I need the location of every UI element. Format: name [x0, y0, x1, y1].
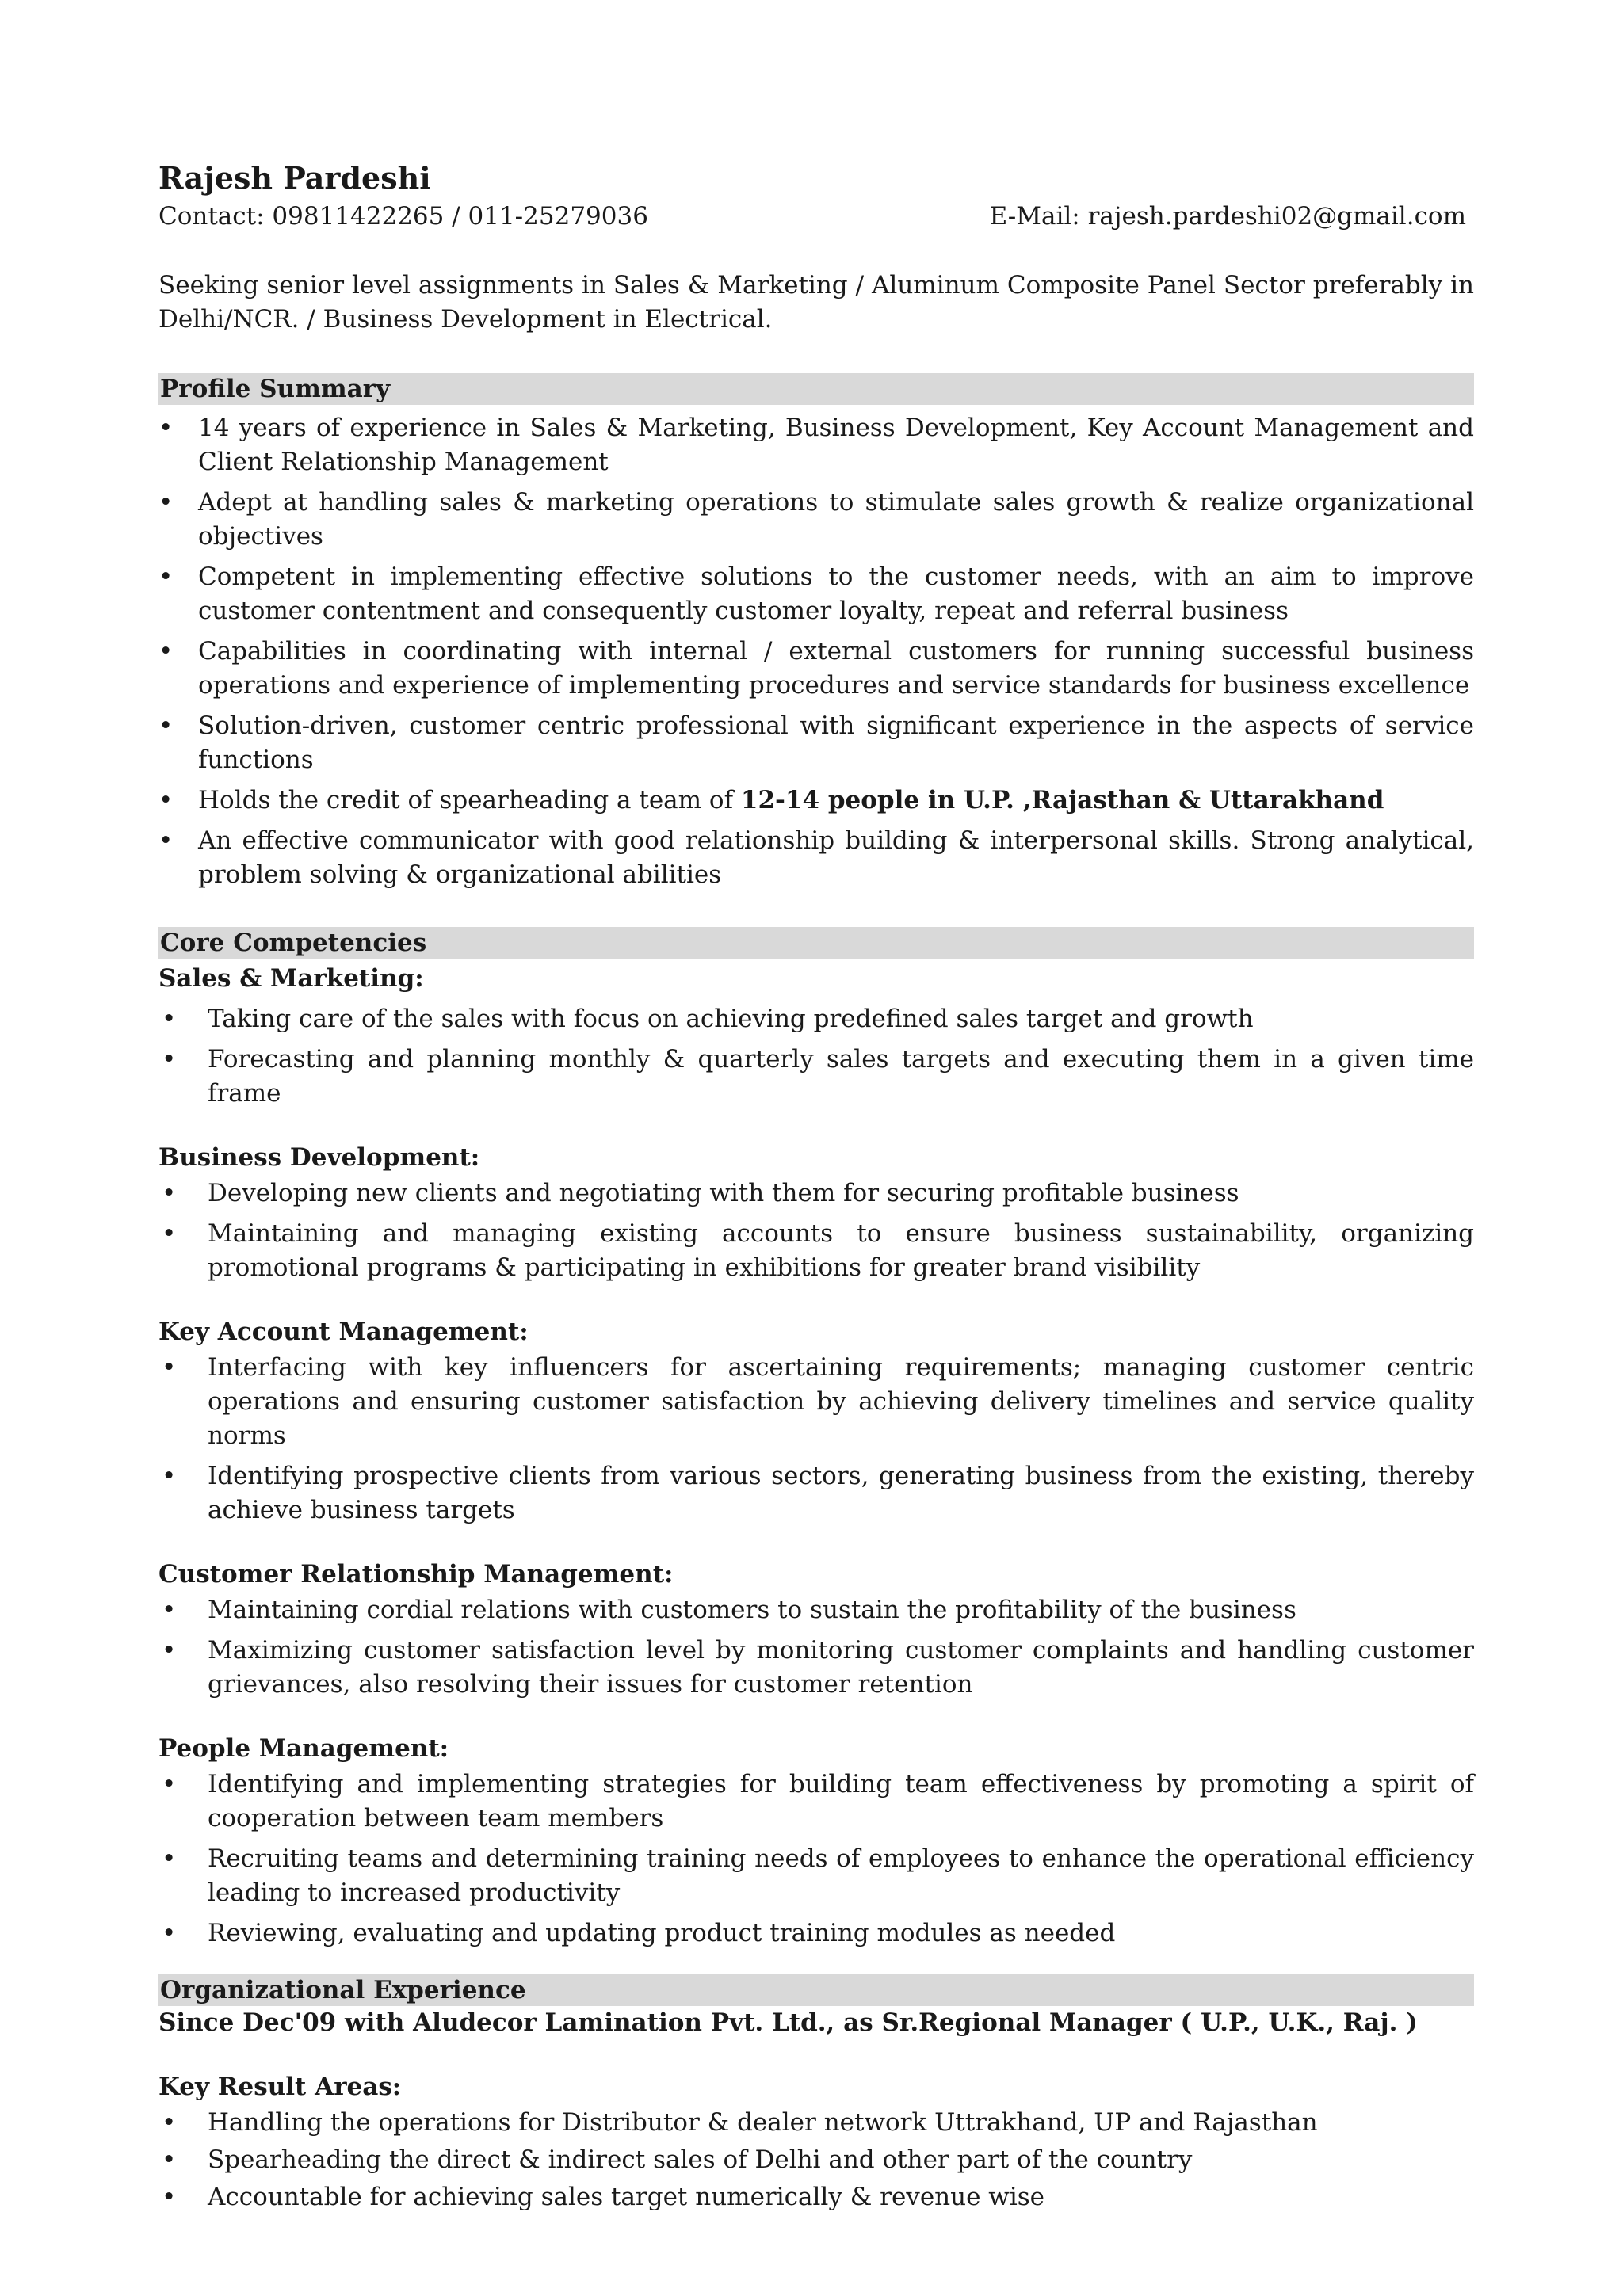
list-item: • Competent in implementing effective solutions to the customer needs, with an aim to improve customer contentment and consequently customer loyalty, repeat and referral business — [158, 560, 1474, 628]
subsection-customer-relationship-management: Customer Relationship Management: — [158, 1560, 674, 1589]
experience-role: Since Dec'09 with Aludecor Lamination Pvt. Ltd., as Sr.Regional Manager ( U.P., U.K., Raj. ) — [158, 2008, 1418, 2037]
list-item: • Spearheading the direct & indirect sales of Delhi and other part of the country — [158, 2143, 1474, 2177]
list-item: • 14 years of experience in Sales & Marketing, Business Development, Key Account Management and Client Relationship Management — [158, 411, 1474, 479]
profile-summary-list — [158, 411, 1474, 892]
sales-marketing-list — [158, 1002, 1474, 1111]
section-organizational-experience: Organizational Experience — [158, 1974, 1474, 2006]
list-item-highlight: 12-14 people in U.P. ,Rajasthan & Uttarakhand — [740, 786, 1384, 814]
subsection-business-development: Business Development: — [158, 1143, 480, 1172]
list-item: • Interfacing with key influencers for ascertaining requirements; managing customer centric operations and ensuring customer satisfaction by achieving delivery timelines and service quality norms — [158, 1351, 1474, 1453]
list-item: • Capabilities in coordinating with internal / external customers for running successful business operations and experience of implementing procedures and service standards for business excellence — [158, 635, 1474, 703]
list-item: • Identifying and implementing strategies for building team effectiveness by promoting a spirit of cooperation between team members — [158, 1768, 1474, 1836]
list-item: • Recruiting teams and determining training needs of employees to enhance the operational efficiency leading to increased productivity — [158, 1842, 1474, 1910]
list-item-text: Holds the credit of spearheading a team of — [198, 786, 741, 814]
subsection-key-account-management: Key Account Management: — [158, 1318, 529, 1346]
list-item: • Solution-driven, customer centric professional with significant experience in the aspects of service functions — [158, 709, 1474, 777]
section-core-competencies: Core Competencies — [158, 927, 1474, 959]
list-item: • Reviewing, evaluating and updating product training modules as needed — [158, 1917, 1474, 1951]
list-item: • Maintaining and managing existing accounts to ensure business sustainability, organizing promotional programs & participating in exhibitions for greater brand visibility — [158, 1217, 1474, 1285]
subsection-sales-marketing: Sales & Marketing: — [158, 964, 424, 993]
resume-content — [158, 158, 1474, 2214]
contact-phone: Contact: 09811422265 / 011-25279036 — [158, 202, 648, 231]
section-profile-summary: Profile Summary — [158, 373, 1474, 405]
subsection-people-management: People Management: — [158, 1734, 449, 1763]
candidate-name: Rajesh Pardeshi — [158, 160, 431, 196]
key-account-management-list — [158, 1351, 1474, 1527]
list-item: • Taking care of the sales with focus on achieving predefined sales target and growth — [158, 1002, 1474, 1036]
list-item: • An effective communicator with good relationship building & interpersonal skills. Strong analytical, problem solving & organizational abilities — [158, 824, 1474, 892]
list-item: • Maximizing customer satisfaction level by monitoring customer complaints and handling customer grievances, also resolving their issues for customer retention — [158, 1634, 1474, 1702]
subsection-key-result-areas: Key Result Areas: — [158, 2073, 402, 2101]
career-objective: Seeking senior level assignments in Sales & Marketing / Aluminum Composite Panel Sector preferably in Delhi/NCR. / Business Development in Electrical. — [158, 271, 1474, 334]
people-management-list — [158, 1768, 1474, 1951]
customer-relationship-management-list — [158, 1593, 1474, 1702]
key-result-areas-list — [158, 2106, 1474, 2214]
contact-email: E-Mail: rajesh.pardeshi02@gmail.com — [989, 202, 1466, 231]
list-item: • Maintaining cordial relations with customers to sustain the profitability of the business — [158, 1593, 1474, 1627]
list-item — [158, 784, 1474, 818]
business-development-list — [158, 1177, 1474, 1285]
list-item: • Accountable for achieving sales target numerically & revenue wise — [158, 2180, 1474, 2214]
list-item: • Identifying prospective clients from various sectors, generating business from the existing, thereby achieve business targets — [158, 1459, 1474, 1527]
list-item: • Developing new clients and negotiating with them for securing profitable business — [158, 1177, 1474, 1211]
list-item: • Adept at handling sales & marketing operations to stimulate sales growth & realize organizational objectives — [158, 486, 1474, 554]
list-item: • Handling the operations for Distributor & dealer network Uttrakhand, UP and Rajasthan — [158, 2106, 1474, 2140]
list-item: • Forecasting and planning monthly & quarterly sales targets and executing them in a given time frame — [158, 1043, 1474, 1111]
contact-row — [158, 200, 1466, 234]
